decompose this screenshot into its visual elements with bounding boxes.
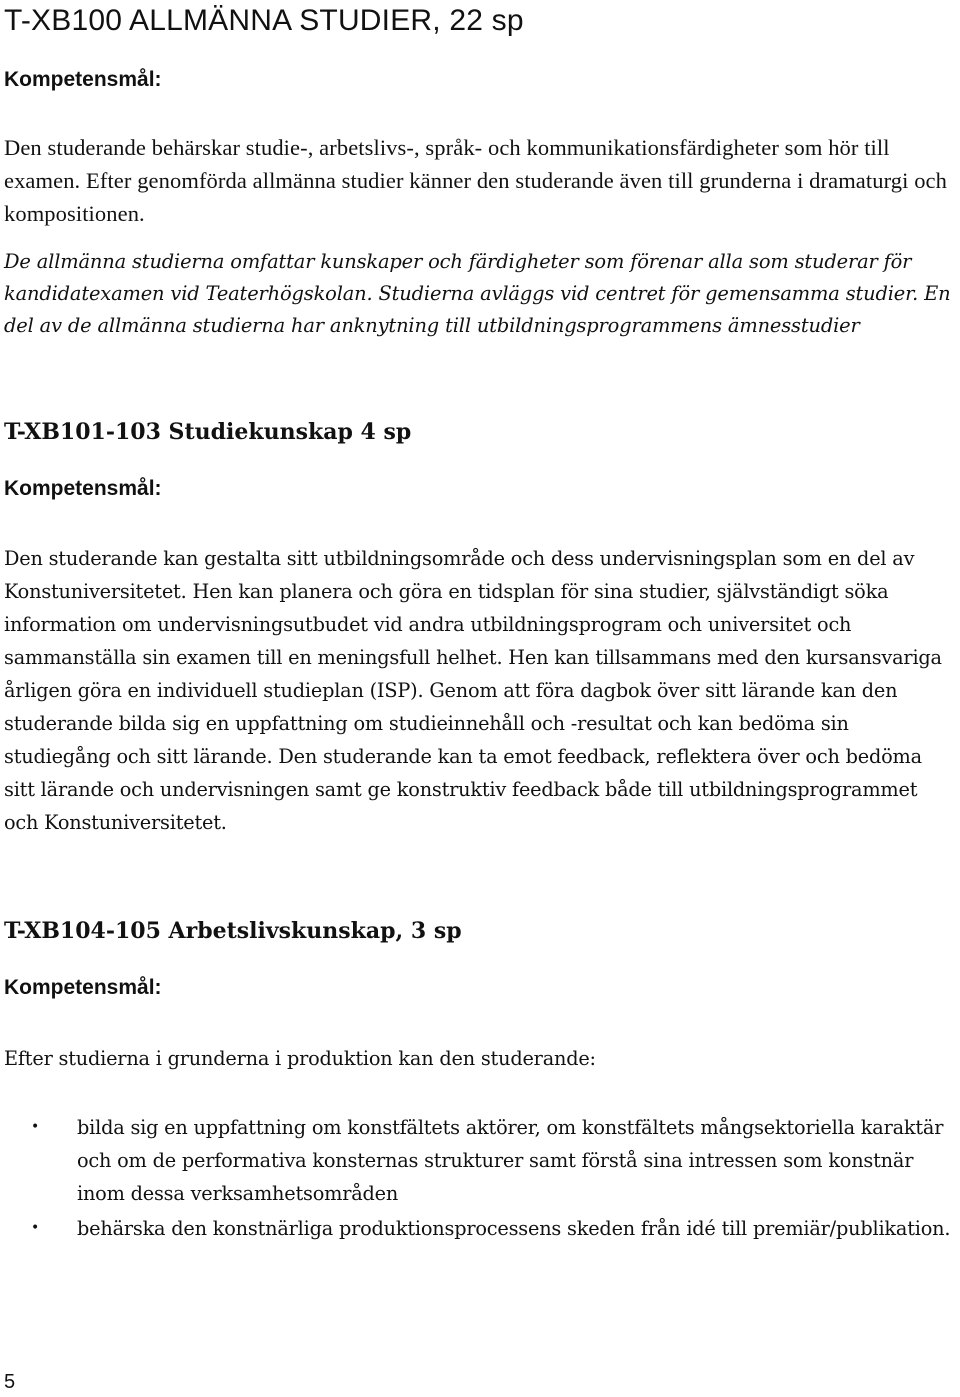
document-page — [4, 0, 956, 1247]
italic-paragraph: De allmänna studierna omfattar kunskaper och färdigheter som förenar alla som studerar för kandidatexamen vid Teaterhögskolan. Studierna avläggs vid centret för gemensamma studier. En del av de allmänna studierna har anknytning till utbildningsprogrammens ämnesstudier — [4, 250, 951, 337]
list-item-text: bilda sig en uppfattning om konstfältets aktörer, om konstfältets mångsektoriella karaktär och om de performativa konsternas strukturer samt förstå sina intressen som konstnär inom dessa verksamhetsområden — [77, 1116, 944, 1205]
competence-label: Kompetensmål: — [4, 68, 162, 91]
page-number: 5 — [4, 1371, 16, 1393]
bullet-icon: • — [31, 1119, 40, 1135]
section-intro: Efter studierna i grunderna i produktion kan den studerande: — [4, 1047, 596, 1070]
section-paragraph: Den studerande behärskar studie-, arbetslivs-, språk- och kommunikationsfärdigheter som hör till examen. Efter genomförda allmänna studier känner den studerande även till grunderna i dramaturgi och kompositionen. — [4, 135, 947, 226]
competence-label: Kompetensmål: — [4, 976, 162, 999]
competence-label: Kompetensmål: — [4, 477, 162, 500]
list-item — [4, 1111, 956, 1210]
main-heading: T-XB100 ALLMÄNNA STUDIER, 22 sp — [4, 4, 524, 37]
list-item — [4, 1212, 956, 1245]
bullet-icon: • — [31, 1220, 40, 1236]
course-heading: T-XB104-105 Arbetslivskunskap, 3 sp — [4, 918, 462, 944]
course-heading: T-XB101-103 Studiekunskap 4 sp — [4, 419, 412, 445]
bullet-list — [4, 1111, 956, 1245]
list-item-text: behärska den konstnärliga produktionsprocessens skeden från idé till premiär/publikation. — [77, 1217, 951, 1240]
section-paragraph: Den studerande kan gestalta sitt utbildningsområde och dess undervisningsplan som en del av Konstuniversitetet. Hen kan planera och göra en tidsplan för sina studier, självständigt söka information om undervisningsutbudet vid andra utbildningsprogram och universitet och sammanställa sin examen till en meningsfull helhet. Hen kan tillsammans med den kursansvariga årligen göra en individuell studieplan (ISP). Genom att föra dagbok över sitt lärande kan den studerande bilda sig en uppfattning om studieinnehåll och -resultat och kan bedöma sin studiegång och sitt lärande. Den studerande kan ta emot feedback, reflektera över och bedöma sitt lärande och undervisningen samt ge konstruktiv feedback både till utbildningsprogrammet och Konstuniversitetet. — [4, 547, 942, 834]
